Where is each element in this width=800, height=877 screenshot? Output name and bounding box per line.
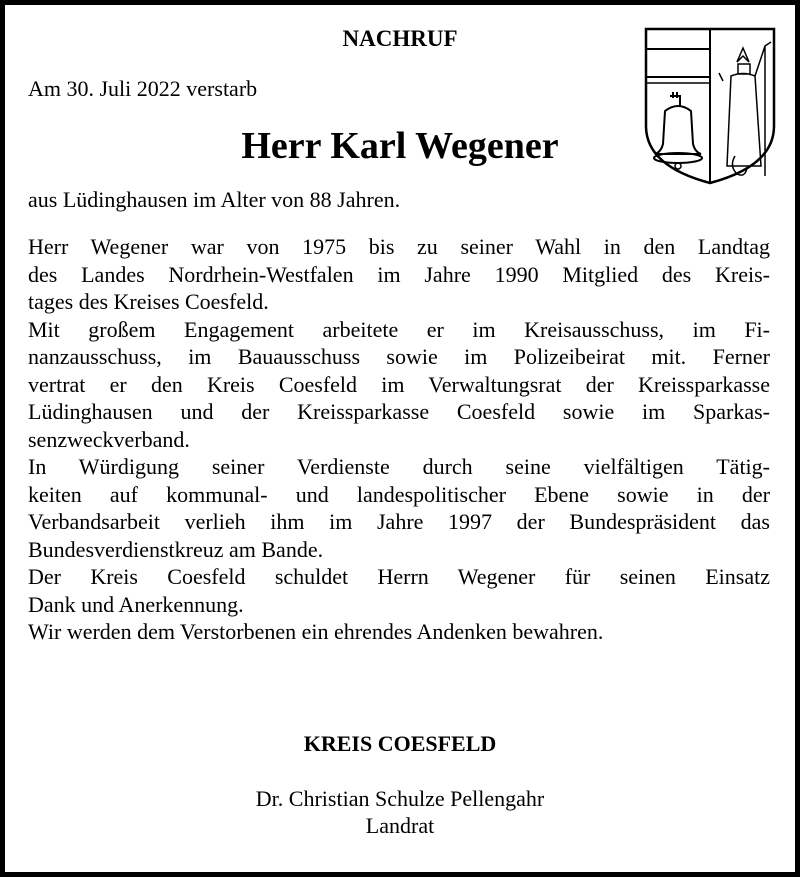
text-line: des Landes Nordrhein-Westfalen im Jahre 1990 Mitglied des Kreis-	[28, 261, 770, 287]
paragraph	[28, 316, 770, 454]
origin-text: aus Lüdinghausen im Alter von 88 Jahren.	[28, 187, 401, 212]
obituary-body	[28, 233, 770, 646]
text-line: Herr Wegener war von 1975 bis zu seiner Wahl in den Landtag	[28, 234, 770, 259]
text-line: vertrat er den Kreis Coesfeld im Verwaltungsrat der Kreissparkasse	[28, 371, 770, 397]
text-line: tages des Kreises Coesfeld.	[28, 289, 269, 314]
text-line: Wir werden dem Verstorbenen ein ehrendes Andenken bewahren.	[28, 619, 604, 644]
heading: NACHRUF	[342, 26, 458, 51]
signatory-role: Landrat	[365, 813, 435, 838]
organization-name: KREIS COESFELD	[303, 731, 497, 756]
text-line: Der Kreis Coesfeld schuldet Herrn Wegener für seinen Einsatz	[28, 564, 770, 589]
signatory-name: Dr. Christian Schulze Pellengahr	[255, 786, 545, 811]
text-line: Mit großem Engagement arbeitete er im Kreisausschuss, im Fi-	[28, 316, 770, 342]
text-line: Verbandsarbeit verlieh ihm im Jahre 1997 der Bundespräsident das	[28, 509, 770, 534]
coat-of-arms-icon	[643, 26, 777, 186]
text-line: senzweckverband.	[28, 426, 190, 452]
text-line: nanzausschuss, im Bauausschuss sowie im Polizeibeirat mit. Ferner	[28, 344, 770, 369]
text-line: Lüdinghausen und der Kreissparkasse Coesfeld sowie im Sparkas-	[28, 399, 770, 424]
text-line: In Würdigung seiner Verdienste durch seine vielfältigen Tätig-	[28, 454, 770, 479]
paragraph	[28, 618, 770, 646]
intro-text: Am 30. Juli 2022 verstarb	[28, 76, 258, 101]
paragraph	[28, 563, 770, 618]
paragraph	[28, 453, 770, 563]
paragraph	[28, 233, 770, 316]
text-line: Bundesverdienstkreuz am Bande.	[28, 536, 324, 562]
text-line: Dank und Anerkennung.	[28, 591, 244, 617]
text-line: keiten auf kommunal- und landespolitischer Ebene sowie in der	[28, 481, 770, 507]
deceased-name: Herr Karl Wegener	[241, 125, 559, 167]
